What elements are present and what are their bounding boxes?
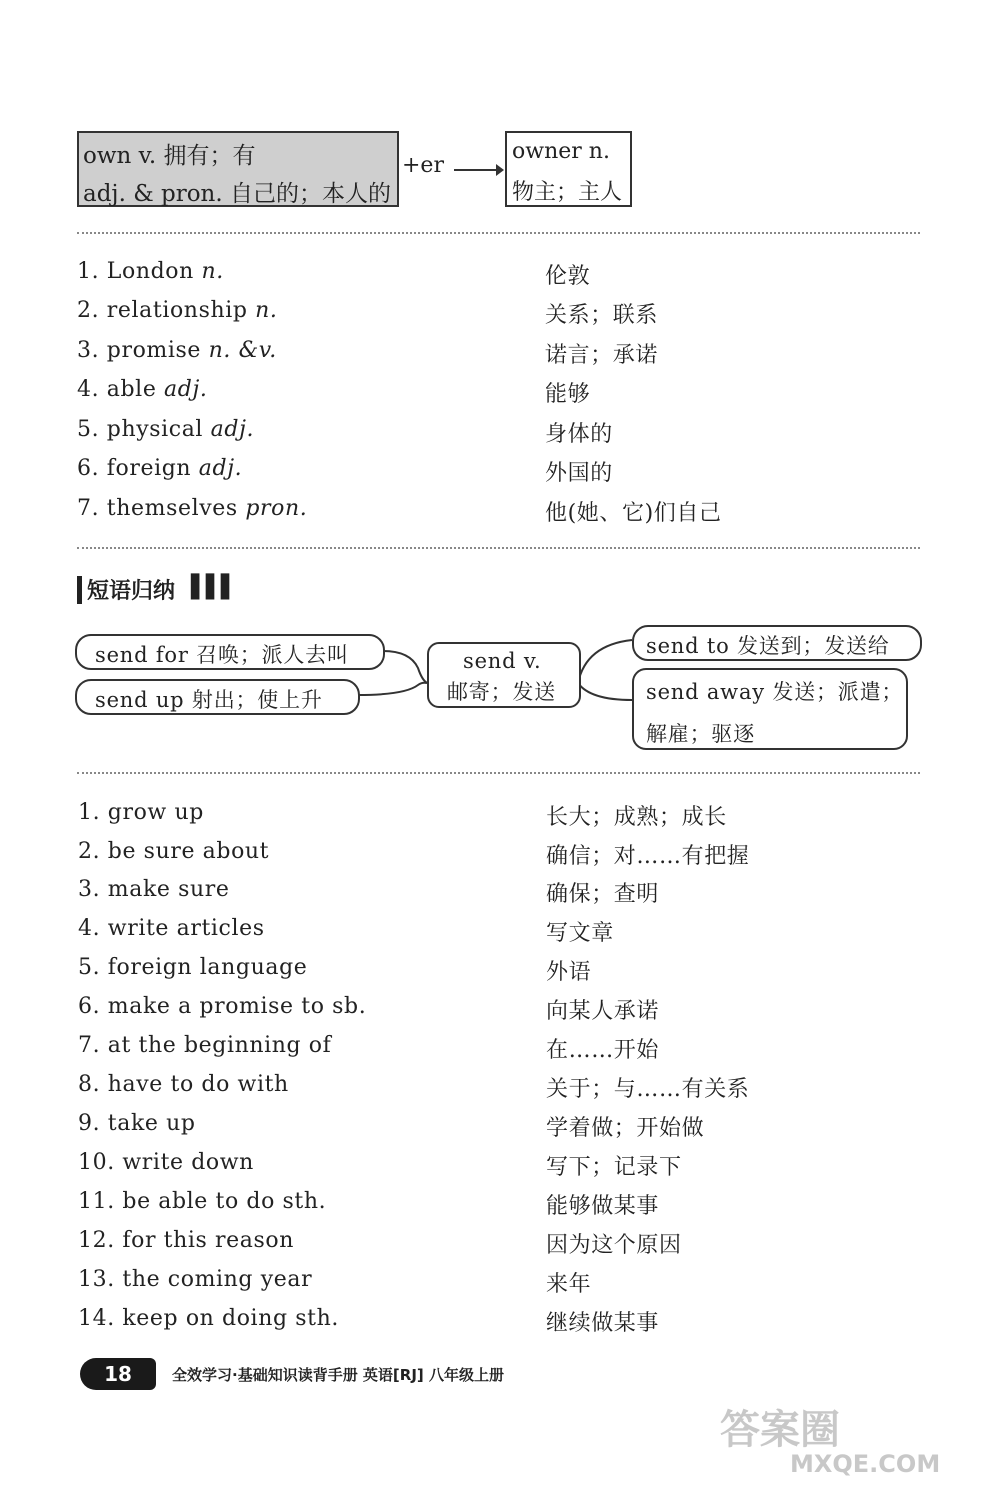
phrase-english: 8. have to do with	[78, 1072, 289, 1097]
phrase-chinese: 写下；记录下	[546, 1155, 682, 1180]
divider	[77, 772, 920, 774]
phrase-english: 9. take up	[78, 1111, 196, 1136]
phrase-english: 11. be able to do sth.	[78, 1189, 327, 1214]
phrase-chinese: 外语	[546, 960, 592, 985]
phrase-chinese: 因为这个原因	[546, 1233, 682, 1258]
phrase-english: 6. make a promise to sb.	[78, 994, 367, 1019]
phrase-chinese: 继续做某事	[546, 1311, 660, 1336]
section-heading-text: 短语归纳	[87, 579, 176, 604]
base-word-line1: own v. 拥有；有	[83, 143, 256, 169]
derived-word-line1: owner n.	[512, 139, 610, 164]
phrase-chinese: 写文章	[546, 921, 614, 946]
phrase-send-for: send for 召唤；派人去叫	[75, 634, 385, 670]
phrase-chinese: 在……开始	[546, 1038, 660, 1063]
base-word-line2: adj. & pron. 自己的；本人的	[83, 181, 391, 207]
phrase-send-to: send to 发送到；发送给	[632, 625, 922, 661]
watermark-url: MXQE.COM	[790, 1450, 941, 1478]
phrase-english: 4. write articles	[78, 916, 265, 941]
phrase-english: 12. for this reason	[78, 1228, 294, 1253]
footer-text: 全效学习·基础知识读背手册 英语[RJ] 八年级上册	[172, 1366, 504, 1384]
phrase-english: 5. foreign language	[78, 955, 308, 980]
suffix-label: +er	[402, 153, 444, 178]
phrase-send-away: send away 发送；派遣； 解雇；驱逐	[632, 668, 908, 750]
phrase-send-up: send up 射出；使上升	[75, 679, 360, 715]
phrase-english: 13. the coming year	[78, 1267, 313, 1292]
stripes-icon: ▌▌▌	[191, 574, 236, 600]
phrase-chinese: 向某人承诺	[546, 999, 660, 1024]
page-number: 18	[104, 1362, 132, 1386]
phrase-english: 10. write down	[78, 1150, 254, 1175]
phrase-english: 3. make sure	[78, 877, 230, 902]
phrase-chinese: 长大；成熟；成长	[546, 805, 727, 830]
phrase-chinese: 关于；与……有关系	[546, 1077, 750, 1102]
phrase-chinese: 学着做；开始做	[546, 1116, 705, 1141]
phrase-english: 1. grow up	[78, 800, 204, 825]
phrase-english: 14. keep on doing sth.	[78, 1306, 339, 1331]
phrase-english: 7. at the beginning of	[78, 1033, 332, 1058]
phrase-chinese: 确保；查明	[546, 882, 660, 907]
phrase-chinese: 能够做某事	[546, 1194, 660, 1219]
phrase-chinese: 来年	[546, 1272, 592, 1297]
page-number-badge	[80, 1358, 156, 1390]
phrase-center-send: send v. 邮寄；发送	[427, 642, 581, 708]
phrase-chinese: 确信；对……有把握	[546, 844, 750, 869]
derived-word-line2: 物主；主人	[512, 180, 623, 205]
phrase-english: 2. be sure about	[78, 839, 270, 864]
watermark-logo: 答案圈	[720, 1407, 840, 1453]
